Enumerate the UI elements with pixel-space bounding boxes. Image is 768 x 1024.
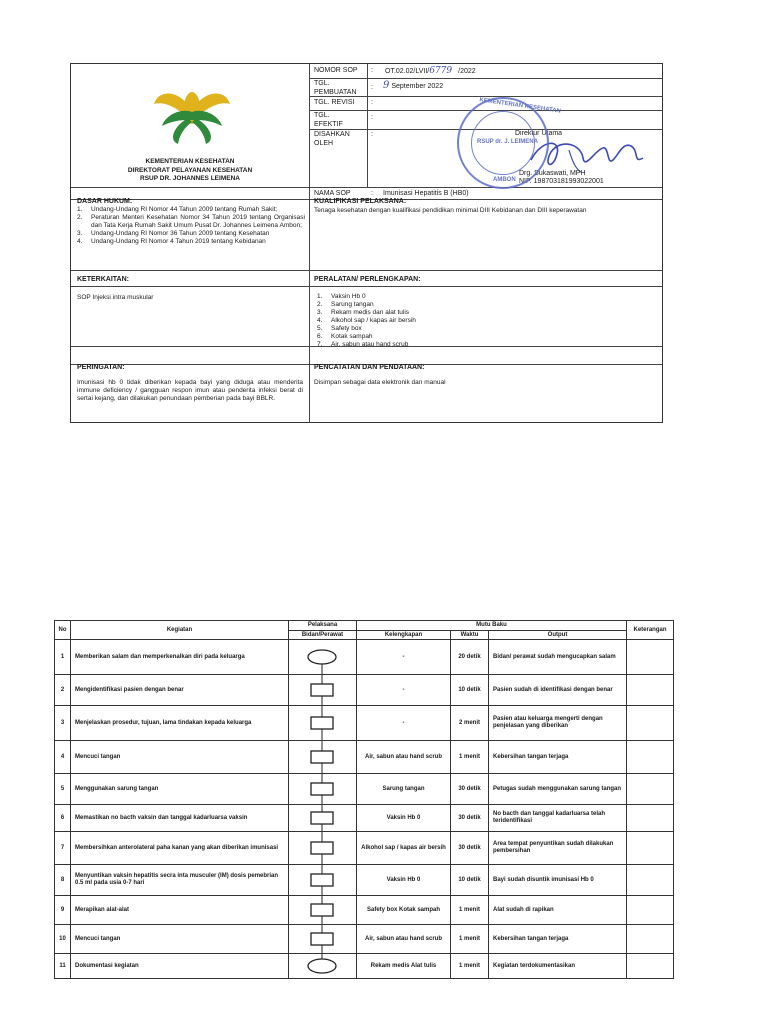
row-keterangan <box>627 774 674 805</box>
flowchart-rect-shape <box>289 675 356 705</box>
row-waktu: 30 detik <box>451 832 489 865</box>
peralatan-title: PERALATAN/ PERLENGKAPAN: <box>314 276 421 283</box>
row-number: 7 <box>55 832 71 865</box>
header-keterangan: Keterangan <box>627 621 674 640</box>
row-waktu: 10 detik <box>451 865 489 896</box>
tgl-pembuatan-label: TGL. PEMBUATAN <box>314 80 357 96</box>
table-row <box>55 896 674 925</box>
signer-nip: NIP. 198703181993022001 <box>519 178 604 185</box>
flowchart-cell <box>289 896 357 925</box>
row-output: Area tempat penyuntikan sudah dilakukan pembersihan <box>489 832 627 865</box>
official-stamp: KEMENTERIAN KESEHATAN RSUP dr. J. LEIMENA AMBON <box>457 97 549 189</box>
signer-title: Direktur Utama <box>515 130 563 137</box>
nomor-sop-label: NOMOR SOP <box>314 67 358 74</box>
row-output: Pasien sudah di identifikasi dengan benar <box>489 675 627 706</box>
flowchart-cell <box>289 832 357 865</box>
flowchart-oval-shape <box>289 640 356 674</box>
row-kegiatan: Membersihkan anterolateral paha kanan yang akan diberikan imunisasi <box>71 832 289 865</box>
row-keterangan <box>627 865 674 896</box>
row-number: 3 <box>55 706 71 741</box>
dasar-hukum-title: DASAR HUKUM: <box>77 198 133 205</box>
row-keterangan <box>627 640 674 675</box>
table-row <box>55 954 674 979</box>
row-keterangan <box>627 832 674 865</box>
dasar-hukum-list <box>77 206 305 246</box>
list-item: 2. Sarung tangan <box>317 301 374 308</box>
organization-name: KEMENTERIAN KESEHATAN DIREKTORAT PELAYANAN KESEHATAN RSUP DR. JOHANNES LEIMENA <box>127 158 253 182</box>
row-number: 2 <box>55 675 71 706</box>
row-waktu: 1 menit <box>451 896 489 925</box>
colon: : <box>371 84 373 91</box>
flowchart-cell <box>289 640 357 675</box>
kualifikasi-text: Tenaga kesehatan dengan kualifikasi pendidikan minimal DIII Kebidanan dan DIII keperawatan <box>314 207 587 214</box>
row-kegiatan: Memberikan salam dan memperkenalkan diri pada keluarga <box>71 640 289 675</box>
row-keterangan <box>627 675 674 706</box>
row-kelengkapan: Air, sabun atau hand scrub <box>357 741 451 774</box>
row-waktu: 1 menit <box>451 954 489 979</box>
row-kelengkapan: - <box>357 675 451 706</box>
list-item: 3. Undang-Undang RI Nomor 36 Tahun 2009 tentang Kesehatan <box>77 230 270 237</box>
list-item: 6. Kotak sampah <box>317 333 373 340</box>
pencatatan-text: Disimpan sebagai data elektronik dan manual <box>314 379 446 386</box>
table-row <box>55 925 674 954</box>
row-output: No bacth dan tanggal kadarluarsa telah teridentifikasi <box>489 805 627 832</box>
list-item: 1. Undang-Undang RI Nomor 44 Tahun 2009 tentang Rumah Sakit; <box>77 206 278 213</box>
row-output: Bidan/ perawat sudah mengucapkan salam <box>489 640 627 675</box>
row-number: 5 <box>55 774 71 805</box>
row-waktu: 30 detik <box>451 805 489 832</box>
flowchart-cell <box>289 675 357 706</box>
row-output: Kegiatan terdokumentasikan <box>489 954 627 979</box>
header-bidan-perawat: Bidan/Perawat <box>289 631 357 640</box>
flowchart-cell <box>289 741 357 774</box>
row-keterangan <box>627 925 674 954</box>
peringatan-text: Imunisasi hb 0 tidak diberikan kepada bayi yang diduga atau menderita immune deficiency / gangguan respon imun atau penderita infeksi berat di sertai kejang, dan dilakukan penundaan pemberian pada bayi BBLR. <box>77 379 303 402</box>
row-keterangan <box>627 805 674 832</box>
row-output: Kebersihan tangan terjaga <box>489 925 627 954</box>
row-kegiatan: Dokumentasi kegiatan <box>71 954 289 979</box>
flowchart-rect-shape <box>289 774 356 804</box>
table-row <box>55 741 674 774</box>
keterkaitan-text: SOP Injeksi intra muskular <box>77 294 154 301</box>
table-row <box>55 675 674 706</box>
table-row <box>55 706 674 741</box>
colon: : <box>371 67 373 74</box>
tgl-efektif-label: TGL. EFEKTIF <box>314 112 343 128</box>
row-kegiatan: Merapikan alat-alat <box>71 896 289 925</box>
row-kegiatan: Mencuci tangan <box>71 741 289 774</box>
row-number: 8 <box>55 865 71 896</box>
flowchart-cell <box>289 774 357 805</box>
row-output: Kebersihan tangan terjaga <box>489 741 627 774</box>
flowchart-rect-shape <box>289 925 356 953</box>
flowchart-rect-shape <box>289 832 356 864</box>
header-kelengkapan: Kelengkapan <box>357 631 451 640</box>
flowchart-cell <box>289 925 357 954</box>
header-pelaksana: Pelaksana <box>289 621 357 631</box>
flowchart-cell <box>289 706 357 741</box>
list-item: 2. Peraturan Menteri Kesehatan Nomor 34 Tahun 2019 tentang Organisasi dan Tata Kerja Rumah Sakit Umum Pusat Dr. Johannes Leimena Ambon; <box>77 214 305 229</box>
row-kelengkapan: Vaksin Hb 0 <box>357 805 451 832</box>
peralatan-list <box>317 293 416 349</box>
nama-sop-value: Imunisasi Hepatitis B (HB0) <box>383 190 469 197</box>
disahkan-label: DISAHKAN OLEH <box>314 131 350 147</box>
tgl-revisi-label: TGL. REVISI <box>314 99 355 106</box>
row-number: 4 <box>55 741 71 774</box>
tgl-pembuatan-value: 9 September 2022 <box>383 80 444 91</box>
colon: : <box>371 114 373 121</box>
colon: : <box>371 190 373 197</box>
row-output: Bayi sudah disuntik imunisasi Hb 0 <box>489 865 627 896</box>
row-keterangan <box>627 896 674 925</box>
kualifikasi-title: KUALIFIKASI PELAKSANA: <box>314 198 407 205</box>
flowchart-rect-shape <box>289 896 356 924</box>
peringatan-title: PERINGATAN: <box>77 364 125 371</box>
row-kegiatan: Mencuci tangan <box>71 925 289 954</box>
header-output: Output <box>489 631 627 640</box>
flowchart-rect-shape <box>289 706 356 740</box>
row-number: 1 <box>55 640 71 675</box>
row-keterangan <box>627 706 674 741</box>
list-item: 1. Vaksin Hb 0 <box>317 293 366 300</box>
colon: : <box>371 99 373 106</box>
row-number: 11 <box>55 954 71 979</box>
list-item: 4. Undang-Undang RI Nomor 4 Tahun 2019 tentang Kebidanan <box>77 238 266 245</box>
keterkaitan-title: KETERKAITAN: <box>77 276 129 283</box>
flowchart-oval-shape <box>289 954 356 978</box>
row-output: Petugas sudah menggunakan sarung tangan <box>489 774 627 805</box>
row-kelengkapan: Safety box Kotak sampah <box>357 896 451 925</box>
header-kegiatan: Kegiatan <box>71 621 289 640</box>
row-waktu: 30 detik <box>451 774 489 805</box>
pencatatan-title: PENCATATAN DAN PENDATAAN: <box>314 364 425 371</box>
row-kelengkapan: Alkohol sap / kapas air bersih <box>357 832 451 865</box>
row-waktu: 10 detik <box>451 675 489 706</box>
row-waktu: 20 detik <box>451 640 489 675</box>
table-row <box>55 805 674 832</box>
row-kelengkapan: - <box>357 706 451 741</box>
nomor-sop-value: OT.02.02/LVII/6779 /2022 <box>385 66 476 76</box>
table-row <box>55 774 674 805</box>
header-mutu-baku: Mutu Baku <box>357 621 627 631</box>
row-number: 9 <box>55 896 71 925</box>
row-kegiatan: Menjelaskan prosedur, tujuan, lama tindakan kepada keluarga <box>71 706 289 741</box>
row-number: 6 <box>55 805 71 832</box>
table-row <box>55 865 674 896</box>
row-kelengkapan: Vaksin Hb 0 <box>357 865 451 896</box>
table-row <box>55 832 674 865</box>
flowchart-rect-shape <box>289 741 356 773</box>
flowchart-cell <box>289 865 357 896</box>
list-item: 3. Rekam medis dan alat tulis <box>317 309 410 316</box>
row-output: Alat sudah di rapikan <box>489 896 627 925</box>
row-kelengkapan: Sarung tangan <box>357 774 451 805</box>
row-kegiatan: Menyuntikan vaksin hepatitis secra inta musculer (IM) dosis pemebrian 0.5 ml pada usia 0-7 hari <box>71 865 289 896</box>
row-kegiatan: Memastikan no bacth vaksin dan tanggal kadarluarsa vaksin <box>71 805 289 832</box>
ministry-logo <box>148 78 236 148</box>
row-keterangan <box>627 741 674 774</box>
list-item: 4. Alkohol sap / kapas air bersih <box>317 317 416 324</box>
list-item: 7. Air, sabun atau hand scrub <box>317 341 409 348</box>
colon: : <box>371 131 373 138</box>
nama-sop-label: NAMA SOP <box>314 190 351 197</box>
row-kelengkapan: Rekam medis Alat tulis <box>357 954 451 979</box>
signer-name: Drg. Sukaswati, MPH <box>519 170 586 177</box>
header-waktu: Waktu <box>451 631 489 640</box>
row-kelengkapan: Air, sabun atau hand scrub <box>357 925 451 954</box>
table-row <box>55 640 674 675</box>
procedure-table <box>54 620 674 979</box>
flowchart-rect-shape <box>289 865 356 895</box>
row-number: 10 <box>55 925 71 954</box>
flowchart-cell <box>289 954 357 979</box>
row-output: Pasien atau keluarga mengerti dengan penjelasan yang diberikan <box>489 706 627 741</box>
sop-header-sheet <box>70 63 663 423</box>
row-keterangan <box>627 954 674 979</box>
row-kelengkapan: - <box>357 640 451 675</box>
row-waktu: 1 menit <box>451 925 489 954</box>
row-kegiatan: Menggunakan sarung tangan <box>71 774 289 805</box>
row-waktu: 2 menit <box>451 706 489 741</box>
flowchart-cell <box>289 805 357 832</box>
list-item: 5. Safety box <box>317 325 362 332</box>
row-waktu: 1 menit <box>451 741 489 774</box>
row-kegiatan: Mengidentifikasi pasien dengan benar <box>71 675 289 706</box>
header-no: No <box>55 621 71 640</box>
flowchart-rect-shape <box>289 805 356 831</box>
